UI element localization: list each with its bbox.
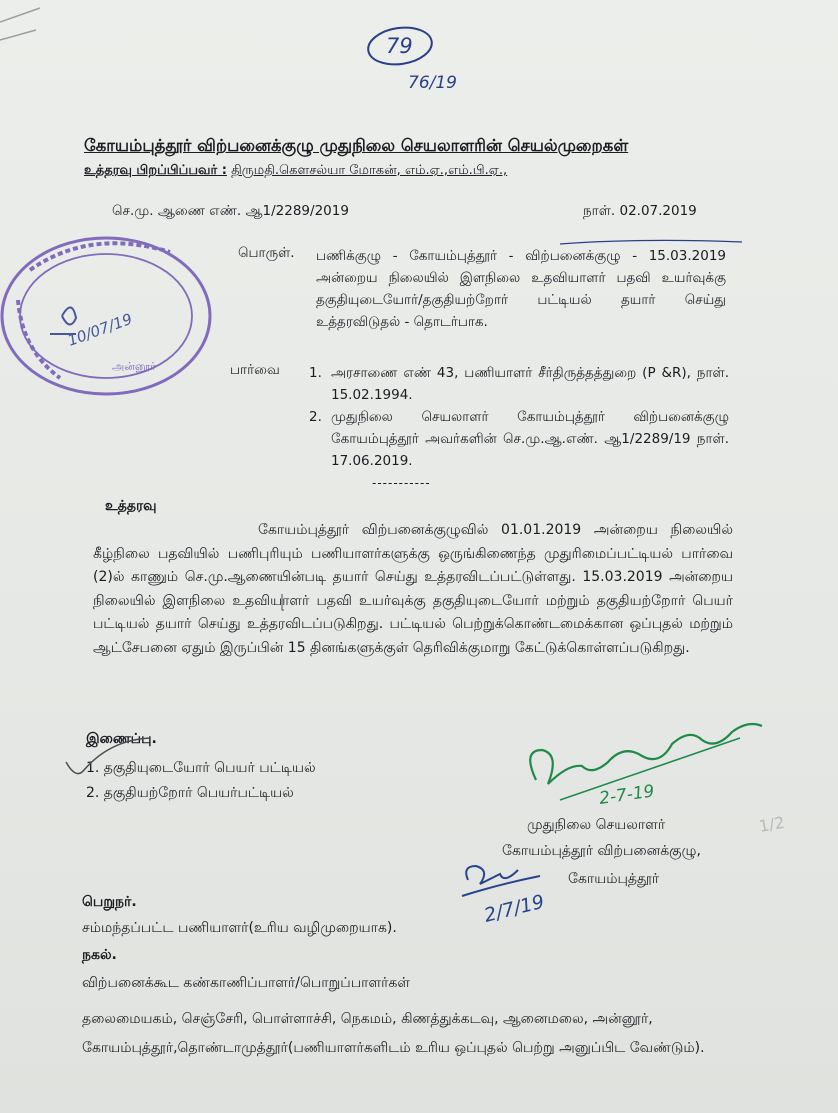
stamp-place: அன்னூர் — [112, 360, 156, 373]
signatory-org: கோயம்புத்தூர் விற்பனைக்குழு, — [502, 843, 701, 859]
order-date: நாள். 02.07.2019 — [583, 203, 697, 219]
document-title: கோயம்புத்தூர் விற்பனைக்குழு முதுநிலை செயலாளரின் செயல்முறைகள் — [84, 136, 629, 155]
order-body: கோயம்புத்தூர் விற்பனைக்குழுவில் 01.01.2019 அன்றைய நிலையில் கீழ்நிலை பதவியில் பணிபுரியும் பணியாளர்களுக்கு ஒருங்கிணைந்த முதுரிமைப்பட்டியல் பார்வை (2)ல் காணும் செ.மு.ஆணையின்படி தயார் செய்து உத்தரவிடப்பட்டுள்ளது. 15.03.2019 அன்றைய நிலையில் இளநிலை உதவியாளர் பதவி உயர்வுக்கு தகுதியுடையோர் மற்றும் தகுதியற்றோர் பெயர் பட்டியல் தயார் செய்து உத்தரவிடப்படுகிறது. பட்டியல் பெற்றுக்கொண்டமைக்கான ஒப்புதல் மற்றும் ஆட்சேபனை ஏதும் இருப்பின் 15 தினங்களுக்குள் தெரிவிக்குமாறு கேட்டுக்கொள்ளப்படுகிறது. — [93, 522, 733, 656]
pen-mark — [282, 594, 284, 610]
green-signature — [530, 724, 762, 809]
signature-stroke — [530, 724, 762, 784]
enclosure-item: 1. தகுதியுடையோர் பெயர் பட்டியல் — [86, 760, 316, 776]
blue-initials — [462, 866, 547, 927]
stamp-date: 10/07/19 — [65, 309, 135, 350]
stamp-outer-ring — [2, 238, 210, 394]
reference-text: முதுநிலை செயலாளர் கோயம்புத்தூர் விற்பனைக்குழு கோயம்புத்தூர் அவர்களின் செ.மு.ஆ.எண். ஆ1/2289/19 நாள். 17.06.2019. — [331, 409, 729, 469]
issuer-label: உத்தரவு பிறப்பிப்பவர் : — [84, 163, 227, 178]
initials-date: 2/7/19 — [481, 890, 547, 927]
order-number: செ.மு. ஆணை எண். ஆ1/2289/2019 — [112, 203, 349, 219]
stamp-inner-ring — [20, 254, 192, 378]
subject-text: பணிக்குழு - கோயம்புத்தூர் - விற்பனைக்குழு - 15.03.2019 அன்றைய நிலையில் இளநிலை உதவியாளர் பதவி உயர்வுக்கு தகுதியுடையோர்/தகுதியற்றோர் பட்டியல் தயார் செய்து உத்தரவிடுதல் - தொடர்பாக. — [316, 248, 726, 330]
page-number-circled: 79 — [386, 34, 413, 58]
signature-date: 2-7-19 — [597, 781, 656, 809]
copy-line-1: விற்பனைக்கூட கண்காணிப்பாளர்/பொறுப்பாளர்கள் — [82, 975, 410, 991]
margin-mark: 1/2 — [757, 812, 787, 836]
order-heading: உத்தரவு — [105, 498, 157, 514]
copy-heading: நகல். — [82, 947, 117, 963]
issuer-name: திருமதி.கௌசல்யா மோகன், எம்.ஏ.,எம்.பி.ஏ., — [231, 163, 508, 178]
separator-line: ----------- — [372, 476, 431, 490]
stamp-lettering — [30, 243, 170, 270]
office-stamp — [2, 238, 210, 394]
recipient-heading: பெறுநர். — [82, 894, 137, 910]
copy-line-2: தலைமையகம், செஞ்சேரி, பொள்ளாச்சி, நெகமம், கிணத்துக்கடவு, ஆனைமலை, அன்னூர், கோயம்புத்தூர்,தொண்டாமுத்தூர்(பணியாளர்களிடம் உரிய ஒப்புதல் பெற்று அனுப்பிட வேண்டும்). — [82, 1011, 705, 1056]
recipient-text: சம்மந்தப்பட்ட பணியாளர்(உரிய வழிமுறையாக). — [82, 920, 397, 936]
page-number-annotation — [366, 24, 457, 93]
page-fold-mark — [0, 8, 40, 40]
signatory-city: கோயம்புத்தூர் — [568, 871, 660, 887]
reference-label: பார்வை — [230, 362, 280, 378]
reference-number: 2. — [309, 409, 322, 425]
tick-mark — [66, 738, 150, 774]
reference-text: அரசாணை எண் 43, பணியாளர் சீர்திருத்தத்துறை (P &R), நாள். 15.02.1994. — [331, 365, 729, 403]
enclosure-item: 2. தகுதியற்றோர் பெயர்பட்டியல் — [86, 785, 294, 801]
enclosures-heading: இணைப்பு. — [86, 731, 157, 747]
page-number-below: 76/19 — [408, 73, 457, 93]
subject-label: பொருள். — [238, 245, 295, 261]
reference-number: 1. — [309, 365, 322, 381]
signatory-title: முதுநிலை செயலாளர் — [527, 817, 666, 833]
initials-stroke — [462, 866, 540, 896]
pen-underline — [560, 240, 742, 244]
